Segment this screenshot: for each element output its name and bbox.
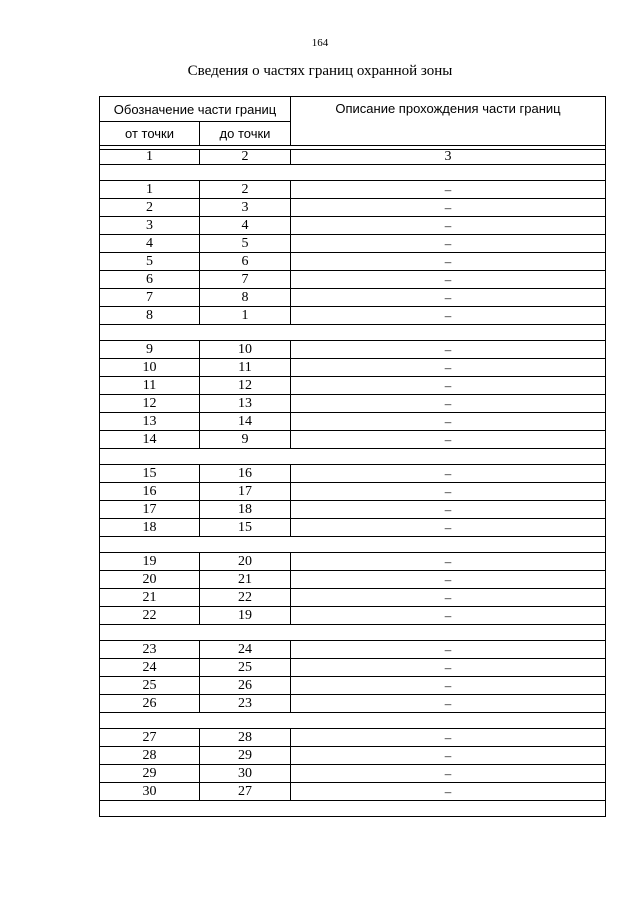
table-row xyxy=(100,181,606,199)
from-point-cell: 18 xyxy=(100,519,200,537)
table-row xyxy=(100,729,606,747)
to-point-cell: 14 xyxy=(200,413,291,431)
from-point-cell: 5 xyxy=(100,253,200,271)
table-row xyxy=(100,199,606,217)
table-row xyxy=(100,217,606,235)
separator-cell xyxy=(100,325,606,341)
to-point-cell: 1 xyxy=(200,307,291,325)
from-point-cell: 25 xyxy=(100,677,200,695)
description-cell: – xyxy=(291,483,606,501)
description-cell: – xyxy=(291,677,606,695)
description-cell: – xyxy=(291,181,606,199)
description-cell: – xyxy=(291,359,606,377)
from-point-cell: 26 xyxy=(100,695,200,713)
column-number: 2 xyxy=(200,150,291,165)
to-point-cell: 8 xyxy=(200,289,291,307)
to-point-cell: 4 xyxy=(200,217,291,235)
table-row xyxy=(100,341,606,359)
contour-separator-row xyxy=(100,325,606,341)
to-point-cell: 16 xyxy=(200,465,291,483)
description-cell: – xyxy=(291,695,606,713)
table-row xyxy=(100,271,606,289)
separator-cell xyxy=(100,165,606,181)
table-row xyxy=(100,465,606,483)
to-point-cell: 7 xyxy=(200,271,291,289)
description-cell: – xyxy=(291,607,606,625)
description-cell: – xyxy=(291,553,606,571)
from-point-cell: 23 xyxy=(100,641,200,659)
table-row xyxy=(100,677,606,695)
description-cell: – xyxy=(291,571,606,589)
description-cell: – xyxy=(291,217,606,235)
table-row xyxy=(100,431,606,449)
to-point-cell: 25 xyxy=(200,659,291,677)
description-cell: – xyxy=(291,465,606,483)
column-number: 3 xyxy=(291,150,606,165)
to-point-cell: 23 xyxy=(200,695,291,713)
to-point-cell: 10 xyxy=(200,341,291,359)
to-point-cell: 15 xyxy=(200,519,291,537)
description-cell: – xyxy=(291,729,606,747)
from-point-cell: 14 xyxy=(100,431,200,449)
table-row xyxy=(100,289,606,307)
table-row xyxy=(100,553,606,571)
from-point-cell: 1 xyxy=(100,181,200,199)
to-point-cell: 22 xyxy=(200,589,291,607)
table-body xyxy=(100,97,606,817)
contour-separator-row xyxy=(100,801,606,817)
from-point-cell: 29 xyxy=(100,765,200,783)
separator-cell xyxy=(100,801,606,817)
table-row xyxy=(100,783,606,801)
contour-separator-row xyxy=(100,713,606,729)
description-cell: – xyxy=(291,431,606,449)
from-point-cell: 2 xyxy=(100,199,200,217)
to-point-cell: 3 xyxy=(200,199,291,217)
description-cell: – xyxy=(291,199,606,217)
table-row xyxy=(100,377,606,395)
from-point-cell: 27 xyxy=(100,729,200,747)
from-point-cell: 20 xyxy=(100,571,200,589)
to-point-cell: 30 xyxy=(200,765,291,783)
table-row xyxy=(100,607,606,625)
from-point-cell: 24 xyxy=(100,659,200,677)
from-point-cell: 22 xyxy=(100,607,200,625)
description-cell: – xyxy=(291,289,606,307)
description-cell: – xyxy=(291,395,606,413)
to-point-cell: 19 xyxy=(200,607,291,625)
description-cell: – xyxy=(291,641,606,659)
from-point-cell: 12 xyxy=(100,395,200,413)
description-cell: – xyxy=(291,747,606,765)
to-point-cell: 9 xyxy=(200,431,291,449)
from-point-cell: 13 xyxy=(100,413,200,431)
separator-cell xyxy=(100,449,606,465)
description-cell: – xyxy=(291,413,606,431)
table-row xyxy=(100,747,606,765)
to-point-cell: 11 xyxy=(200,359,291,377)
table-row xyxy=(100,571,606,589)
contour-separator-row xyxy=(100,449,606,465)
from-point-cell: 8 xyxy=(100,307,200,325)
table-row xyxy=(100,765,606,783)
contour-separator-row xyxy=(100,625,606,641)
to-point-cell: 2 xyxy=(200,181,291,199)
to-point-cell: 5 xyxy=(200,235,291,253)
header-description: Описание прохождения части границ xyxy=(291,97,606,146)
separator-cell xyxy=(100,537,606,553)
from-point-cell: 11 xyxy=(100,377,200,395)
from-point-cell: 10 xyxy=(100,359,200,377)
description-cell: – xyxy=(291,341,606,359)
header-designation: Обозначение части границ xyxy=(100,97,291,122)
table-row xyxy=(100,307,606,325)
header-from-point: от точки xyxy=(100,122,200,146)
header-to-point: до точки xyxy=(200,122,291,146)
table-row xyxy=(100,483,606,501)
from-point-cell: 16 xyxy=(100,483,200,501)
to-point-cell: 20 xyxy=(200,553,291,571)
separator-cell xyxy=(100,713,606,729)
boundary-parts-table xyxy=(99,96,606,817)
to-point-cell: 18 xyxy=(200,501,291,519)
contour-separator-row xyxy=(100,537,606,553)
table-row xyxy=(100,589,606,607)
description-cell: – xyxy=(291,519,606,537)
from-point-cell: 6 xyxy=(100,271,200,289)
from-point-cell: 28 xyxy=(100,747,200,765)
from-point-cell: 21 xyxy=(100,589,200,607)
to-point-cell: 26 xyxy=(200,677,291,695)
document-title: Сведения о частях границ охранной зоны xyxy=(187,63,453,79)
description-cell: – xyxy=(291,501,606,519)
from-point-cell: 15 xyxy=(100,465,200,483)
from-point-cell: 17 xyxy=(100,501,200,519)
table-row xyxy=(100,501,606,519)
table-row xyxy=(100,695,606,713)
to-point-cell: 12 xyxy=(200,377,291,395)
column-number: 1 xyxy=(100,150,200,165)
table-row xyxy=(100,413,606,431)
from-point-cell: 9 xyxy=(100,341,200,359)
to-point-cell: 24 xyxy=(200,641,291,659)
table-row xyxy=(100,235,606,253)
to-point-cell: 29 xyxy=(200,747,291,765)
description-cell: – xyxy=(291,589,606,607)
to-point-cell: 17 xyxy=(200,483,291,501)
page-number: 164 xyxy=(311,37,329,49)
from-point-cell: 7 xyxy=(100,289,200,307)
description-cell: – xyxy=(291,253,606,271)
to-point-cell: 21 xyxy=(200,571,291,589)
table-row xyxy=(100,359,606,377)
from-point-cell: 19 xyxy=(100,553,200,571)
description-cell: – xyxy=(291,307,606,325)
from-point-cell: 3 xyxy=(100,217,200,235)
to-point-cell: 27 xyxy=(200,783,291,801)
contour-separator-row xyxy=(100,165,606,181)
to-point-cell: 28 xyxy=(200,729,291,747)
from-point-cell: 30 xyxy=(100,783,200,801)
table-row xyxy=(100,659,606,677)
description-cell: – xyxy=(291,765,606,783)
table-row xyxy=(100,641,606,659)
table-row xyxy=(100,253,606,271)
table-row xyxy=(100,519,606,537)
table-row xyxy=(100,395,606,413)
description-cell: – xyxy=(291,271,606,289)
description-cell: – xyxy=(291,235,606,253)
description-cell: – xyxy=(291,783,606,801)
description-cell: – xyxy=(291,659,606,677)
to-point-cell: 13 xyxy=(200,395,291,413)
separator-cell xyxy=(100,625,606,641)
description-cell: – xyxy=(291,377,606,395)
to-point-cell: 6 xyxy=(200,253,291,271)
from-point-cell: 4 xyxy=(100,235,200,253)
